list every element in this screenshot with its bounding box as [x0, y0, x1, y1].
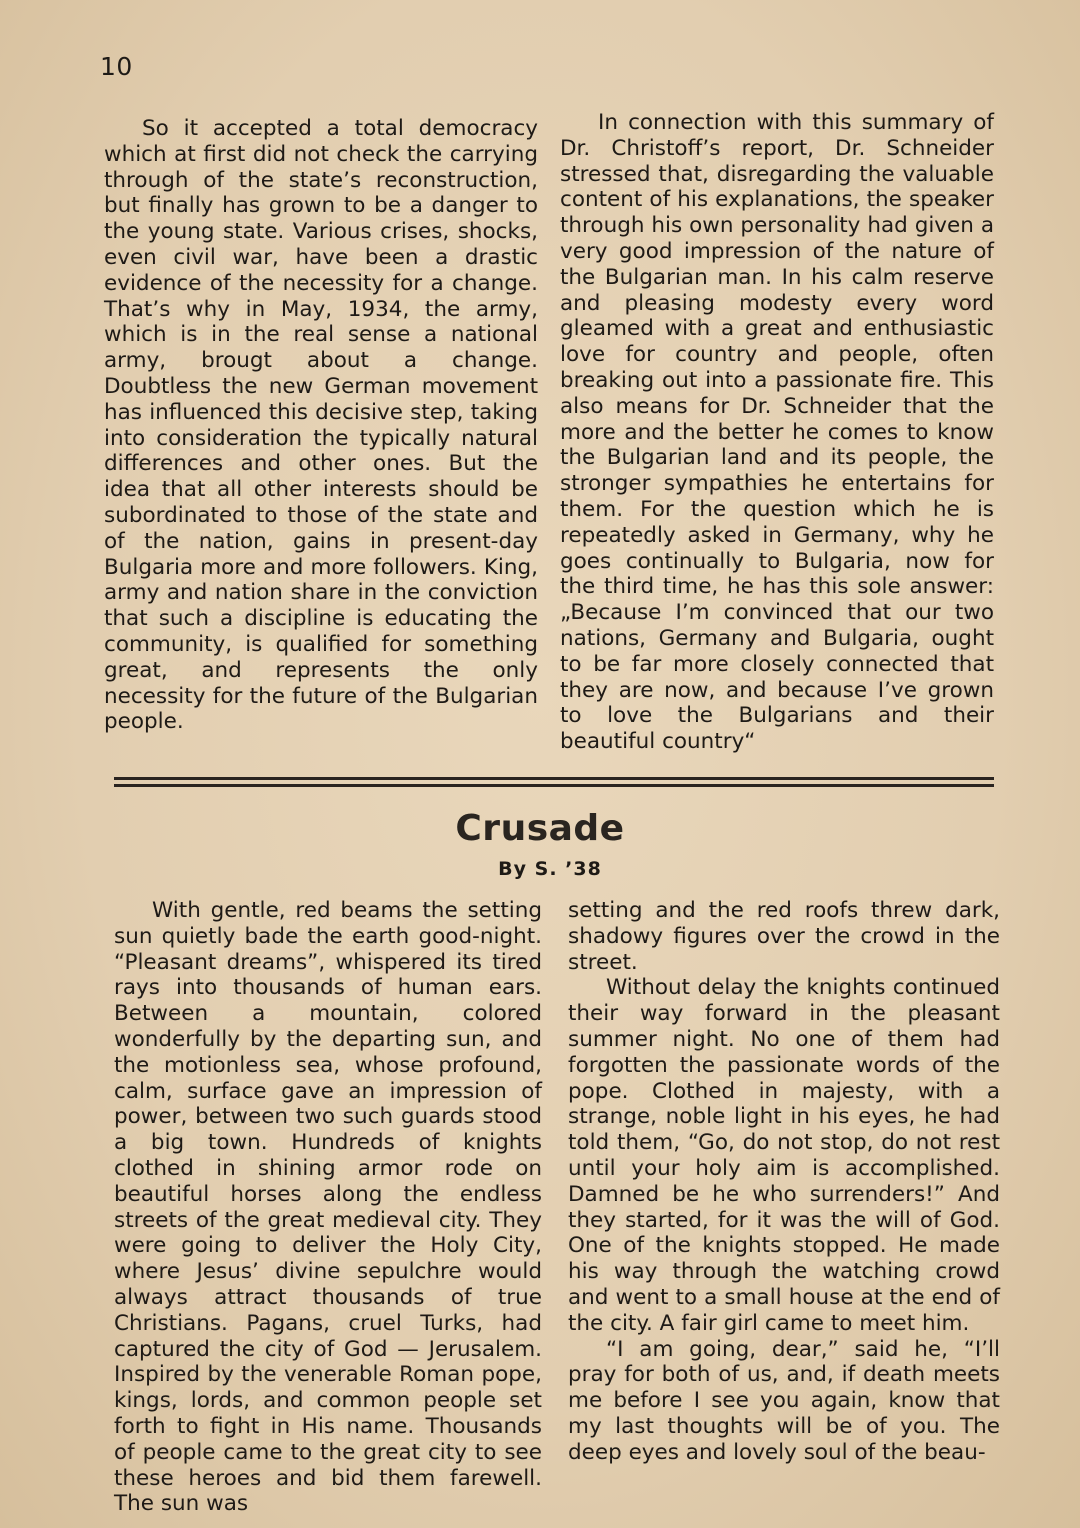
- article-paragraph: With gentle, red beams the setting sun quietly bade the earth good-night. “Pleasant dreams”, whispered its tired rays into thousands of human ears. Between a mountain, colored wonderfully by the departing sun, and the motionless sea, whose profound, calm, surface gave an impression of power, between two such guards stood a big town. Hundreds of knights clothed in shining armor rode on beautiful horses along the endless streets of the great medieval city. They were going to deliver the Holy City, where Jesus’ divine sepulchre would always attract thousands of true Christians. Pagans, cruel Turks, had captured the city of God — Jerusalem. Inspired by the venerable Roman pope, kings, lords, and common people set forth to fight in His name. Thousands of people came to the great city to see these heroes and bid them farewell. The sun was: [114, 898, 542, 1517]
- article-right-column: [568, 898, 1000, 1466]
- article-left-column: [114, 898, 542, 1517]
- top-right-column: [560, 110, 994, 755]
- top-right-paragraph: In connection with this summary of Dr. Christoff’s report, Dr. Schneider stressed that, disregarding the valuable content of his explanations, the speaker through his own personality had given a very good impression of the nature of the Bulgarian man. In his calm reserve and pleasing modesty every word gleamed with a great and enthusiastic love for country and people, often breaking out into a passionate fire. This also means for Dr. Schneider that the more and the better he comes to know the Bulgarian land and its people, the stronger sympathies he entertains for them. For the question which he is repeatedly asked in Germany, why he goes continually to Bulgaria, now for the third time, he has this sole answer: „Because I’m convinced that our two nations, Germany and Bulgaria, ought to be far more closely connected that they are now, and because I’ve grown to love the Bulgarians and their beautiful country“: [560, 110, 994, 755]
- article-paragraph: Without delay the knights continued their way forward in the pleasant summer night. No one of them had forgotten the passionate words of the pope. Clothed in majesty, with a strange, noble light in his eyes, he had told them, “Go, do not stop, do not rest until your holy aim is accomplished. Damned be he who surrenders!” And they started, for it was the will of God. One of the knights stopped. He made his way through the watching crowd and went to a small house at the end of the city. A fair girl came to meet him.: [568, 975, 1000, 1336]
- section-divider: [114, 777, 994, 791]
- article-paragraph-continuation: setting and the red roofs threw dark, shadowy figures over the crowd in the street.: [568, 898, 1000, 975]
- page-number: 10: [100, 52, 133, 81]
- top-left-paragraph: So it accepted a total democracy which at first did not check the carrying through of the state’s reconstruction, but finally has grown to be a danger to the young state. Various crises, shocks, even civil war, have been a drastic evidence of the necessity for a change. That’s why in May, 1934, the army, which is in the real sense a national army, brougt about a change. Doubtless the new German movement has influenced this decisive step, taking into consideration the typically natural differences and other ones. But the idea that all other interests should be subordinated to those of the state and of the nation, gains in present-day Bulgaria more and more followers. King, army and nation share in the conviction that such a discipline is educating the community, is qualified for something great, and represents the only necessity for the future of the Bulgarian people.: [104, 116, 538, 735]
- top-left-column: [104, 116, 538, 735]
- article-paragraph: “I am going, dear,” said he, “I’ll pray for both of us, and, if death meets me before I see you again, know that my last thoughts will be of you. The deep eyes and lovely soul of the beau-: [568, 1336, 1000, 1465]
- article-title: Crusade: [455, 808, 625, 849]
- article-byline: By S. ’38: [498, 858, 602, 880]
